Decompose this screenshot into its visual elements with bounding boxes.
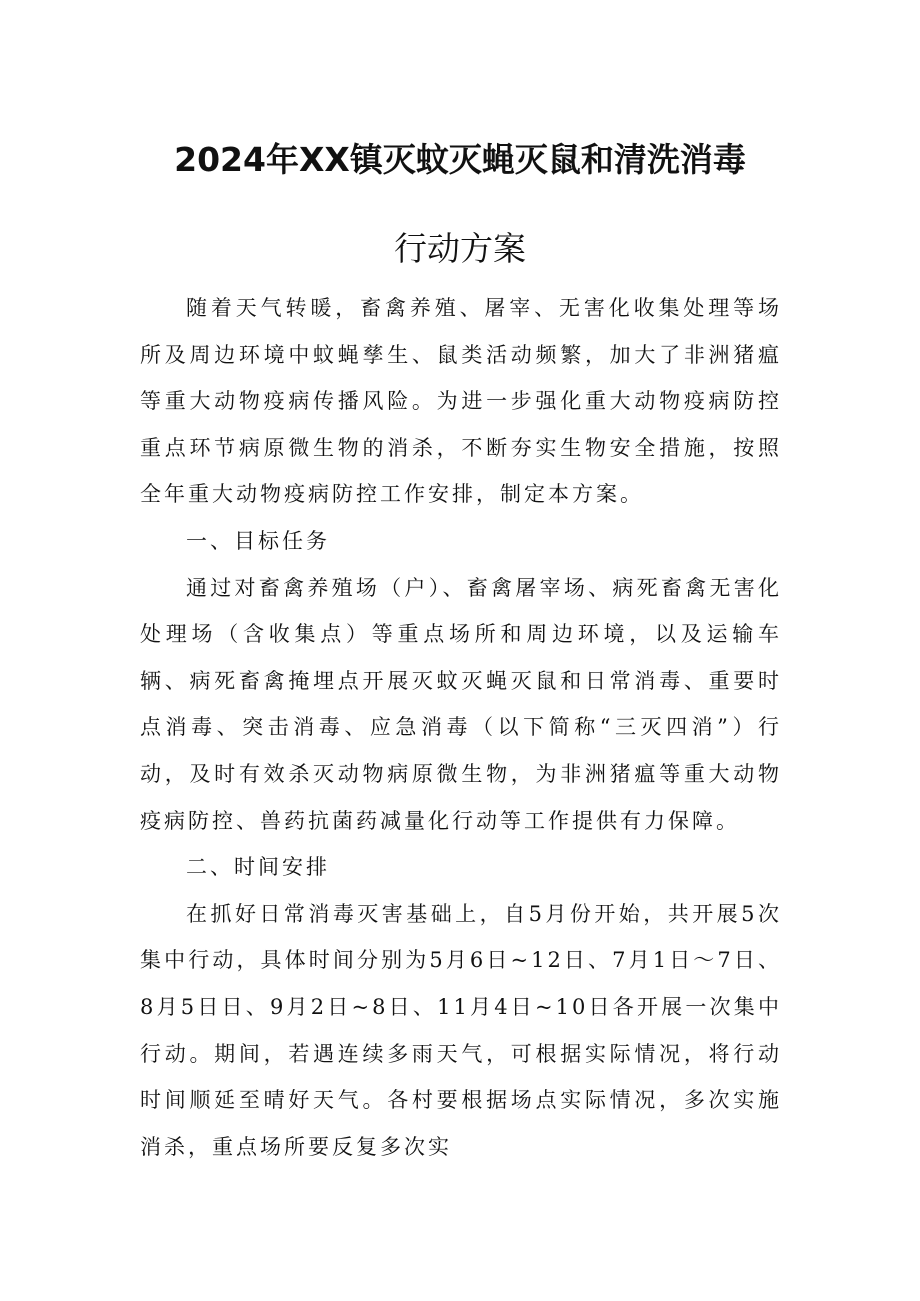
section-body-goals: 通过对畜禽养殖场（户）、畜禽屠宰场、病死畜禽无害化处理场（含收集点）等重点场所和周边环境，以及运输车辆、病死畜禽掩埋点开展灭蚊灭蝇灭鼠和日常消毒、重要时点消毒、突击消毒、应急消毒（以下简称“三灭四消”）行动，及时有效杀灭动物病原微生物，为非洲猪瘟等重大动物疫病防控、兽药抗菌药减量化行动等工作提供有力保障。: [140, 575, 782, 833]
section-body-schedule: 在抓好日常消毒灭害基础上，自5月份开始，共开展5次集中行动，具体时间分别为5月6日~12日、7月1日～7日、8月5日日、9月2日~8日、11月4日~10日各开展一次集中行动。期间，若遇连续多雨天气，可根据实际情况，将行动时间顺延至晴好天气。各村要根据场点实际情况，多次实施消杀，重点场所要反复多次实: [140, 901, 782, 1159]
document-title-line2: 行动方案: [394, 229, 526, 268]
section-heading-schedule: 二、时间安排: [186, 855, 330, 880]
section-heading-goals: 一、目标任务: [186, 528, 330, 553]
document-body: [140, 285, 782, 1170]
intro-paragraph: 随着天气转暖，畜禽养殖、屠宰、无害化收集处理等场所及周边环境中蚊蝇孳生、鼠类活动频繁，加大了非洲猪瘟等重大动物疫病传播风险。为进一步强化重大动物疫病防控重点环节病原微生物的消杀，不断夯实生物安全措施，按照全年重大动物疫病防控工作安排，制定本方案。: [140, 296, 782, 507]
document-title-line1: 2024年XX镇灭蚊灭蝇灭鼠和清洗消毒: [174, 140, 746, 179]
